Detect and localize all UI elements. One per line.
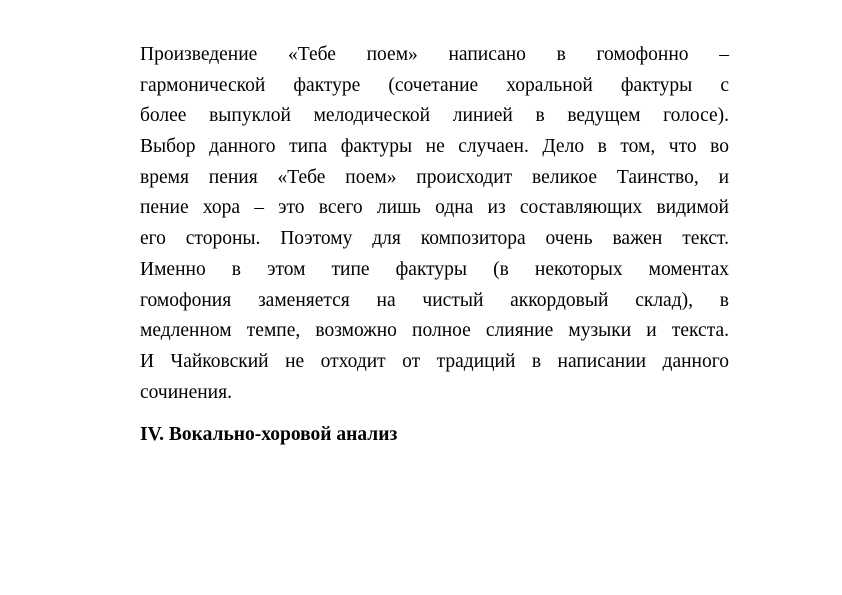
paragraph-line: И Чайковский не отходит от традиций в написании данного	[140, 350, 729, 372]
paragraph-line: медленном темпе, возможно полное слияние музыки и текста.	[140, 320, 729, 342]
paragraph-line: гармонической фактуре (сочетание хоральной фактуры с	[140, 74, 729, 96]
paragraph-line: Выбор данного типа фактуры не случаен. Дело в том, что во	[140, 136, 729, 158]
paragraph-line: Произведение «Тебе поем» написано в гомофонно –	[140, 44, 729, 65]
paragraph-line-last: сочинения.	[140, 381, 232, 403]
section-heading: IV. Вокально-хоровой анализ	[140, 424, 398, 445]
body-paragraph	[140, 40, 729, 408]
paragraph-line: гомофония заменяется на чистый аккордовый склад), в	[140, 289, 729, 311]
paragraph-line: Именно в этом типе фактуры (в некоторых моментах	[140, 258, 729, 280]
paragraph-line: более выпуклой мелодической линией в ведущем голосе).	[140, 105, 729, 127]
paragraph-line: пение хора – это всего лишь одна из составляющих видимой	[140, 197, 729, 219]
paragraph-line: время пения «Тебе поем» происходит великое Таинство, и	[140, 166, 729, 188]
paragraph-line: его стороны. Поэтому для композитора очень важен текст.	[140, 228, 729, 250]
